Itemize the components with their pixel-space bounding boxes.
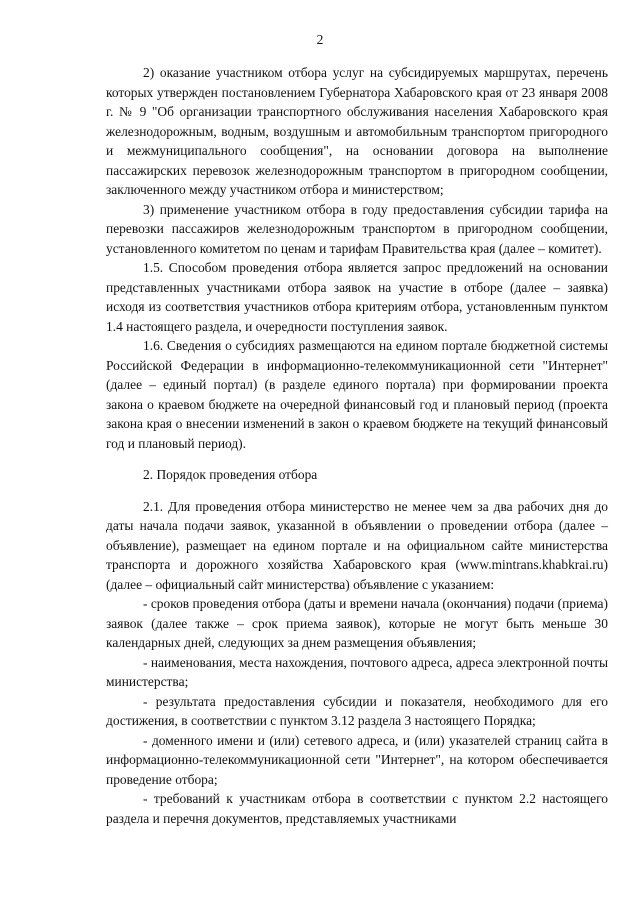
list-item-domain-name: - доменного имени и (или) сетевого адреса, и (или) указателей страниц сайта в информационно-телекоммуникационной сети "Интернет", на котором обеспечивается проведение отбора; — [106, 732, 608, 787]
list-item-ministry-contacts: - наименования, места нахождения, почтового адреса, адреса электронной почты министерства; — [106, 654, 608, 689]
paragraph-2-1-announcement: 2.1. Для проведения отбора министерство не менее чем за два рабочих дня до даты начала подачи заявок, указанной в объявлении о проведении отбора (далее – объявление), размещает на едином портале и на официальном сайте министерства транспорта и дорожного хозяйства Хабаровского края (www.mintrans.khabkrai.ru) (далее – официальный сайт министерства) объявление с указанием: — [106, 498, 608, 592]
document-body — [106, 63, 608, 828]
list-item-subsidy-result: - результата предоставления субсидии и показателя, необходимого для его достижения, в соответствии с пунктом 3.12 раздела 3 настоящего Порядка; — [106, 693, 608, 728]
paragraph-1-5-selection-method: 1.5. Способом проведения отбора является запрос предложений на основании представленных участниками отбора заявок на участие в отборе (далее – заявка) исходя из соответствия участников отбора критериям отбора, установленным пунктом 1.4 настоящего раздела, и очередности поступления заявок. — [106, 260, 608, 334]
paragraph-item-3-tariff: 3) применение участником отбора в году предоставления субсидии тарифа на перевозки пассажиров железнодорожным транспортом в пригородном сообщении, установленного комитетом по ценам и тарифам Правительства края (далее – комитет). — [106, 201, 608, 256]
paragraph-item-2-service-provision: 2) оказание участником отбора услуг на субсидируемых маршрутах, перечень которых утвержден постановлением Губернатора Хабаровского края от 23 января 2008 г. № 9 "Об организации транспортного обслуживания населения Хабаровского края железнодорожным, водным, воздушным и автомобильным транспортом пригородного и межмуниципального сообщения", на основании договора на выполнение пассажирских перевозок железнодорожным транспортом в пригородном сообщении, заключенного между участником отбора и министерством; — [106, 65, 608, 197]
paragraph-1-6-subsidy-info: 1.6. Сведения о субсидиях размещаются на едином портале бюджетной системы Российской Федерации в информационно-телекоммуникационной сети "Интернет" (далее – единый портал) (в разделе единого портала) при формировании проекта закона о краевом бюджете на очередной финансовый год и плановый период (проекта закона края о внесении изменений в закон о краевом бюджете на текущий финансовый год и плановый период). — [106, 338, 608, 451]
list-item-deadlines: - сроков проведения отбора (даты и времени начала (окончания) подачи (приема) заявок (далее также – срок приема заявок), которые не могут быть меньше 30 календарных дней, следующих за днем размещения объявления; — [106, 596, 608, 650]
page-number: 2 — [316, 32, 324, 47]
list-item-participant-requirements: - требований к участникам отбора в соответствии с пунктом 2.2 настоящего раздела и перечня документов, представляемых участниками — [106, 791, 608, 826]
section-heading: 2. Порядок проведения отбора — [143, 467, 318, 482]
